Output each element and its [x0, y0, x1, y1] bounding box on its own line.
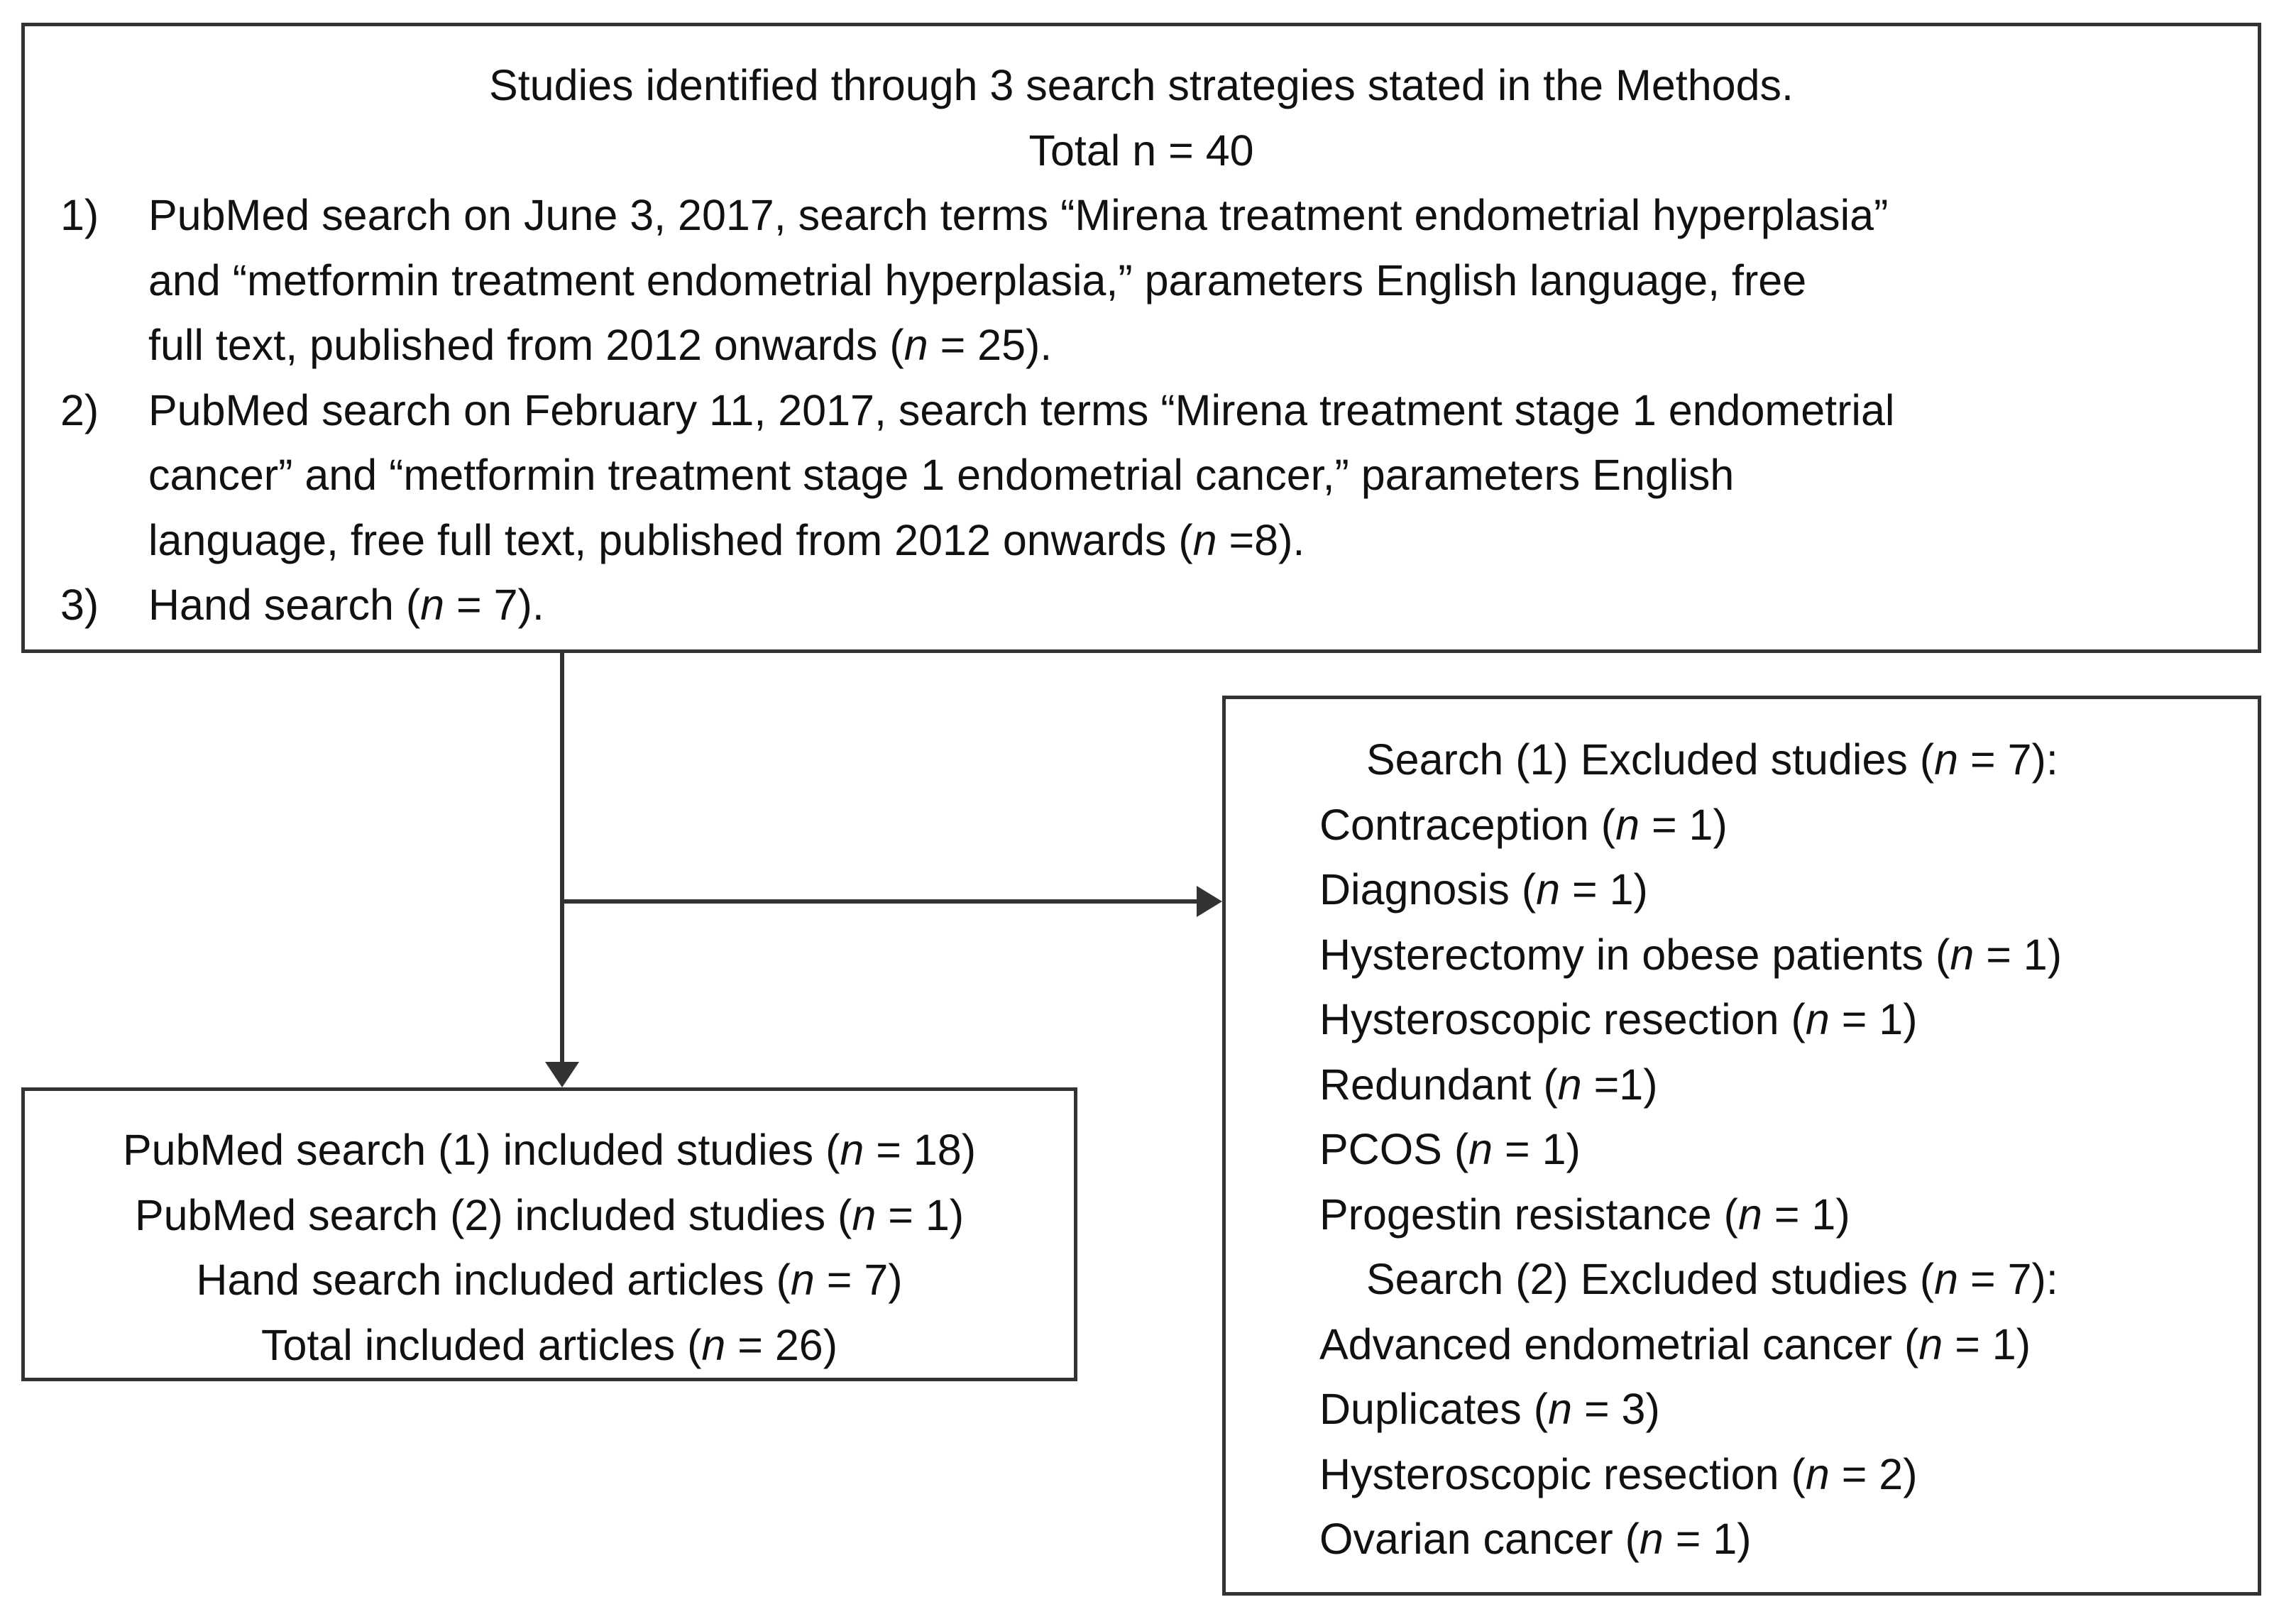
included-box: [21, 1087, 1077, 1381]
included-line: PubMed search (1) included studies (n = 18): [122, 1126, 977, 1174]
strategy-number: 1): [60, 191, 99, 239]
strategy-line: PubMed search on February 11, 2017, search terms “Mirena treatment stage 1 endometrial: [148, 385, 1895, 434]
identification-total: Total n = 40: [1028, 126, 1254, 175]
strategy-line: full text, published from 2012 onwards (n = 25).: [148, 321, 1053, 369]
search-strategy-1: [60, 183, 2222, 378]
search-strategy-2: [60, 378, 2222, 574]
excluded-item: Diagnosis (n = 1): [1319, 865, 1648, 914]
excluded-box: [1222, 696, 2261, 1596]
excluded-item: Ovarian cancer (n = 1): [1319, 1515, 1752, 1563]
excluded-item: Duplicates (n = 3): [1319, 1385, 1660, 1433]
strategy-line: Hand search (n = 7).: [148, 581, 544, 629]
excluded-item: Hysterectomy in obese patients (n = 1): [1319, 930, 2063, 979]
excluded-item: Contraception (n = 1): [1319, 800, 1728, 849]
included-line: PubMed search (2) included studies (n = 1): [134, 1190, 965, 1239]
strategy-line: cancer” and “metformin treatment stage 1 endometrial cancer,” parameters English: [148, 451, 1735, 499]
strategy-number: 2): [60, 385, 99, 434]
excluded-item: Redundant (n =1): [1319, 1060, 1658, 1109]
excluded-item: Progestin resistance (n = 1): [1319, 1190, 1850, 1239]
down-arrowhead: [545, 1062, 579, 1087]
included-total: Total included articles (n = 26): [260, 1320, 838, 1369]
excluded-item: Advanced endometrial cancer (n = 1): [1319, 1320, 2031, 1368]
strategy-number: 3): [60, 581, 99, 629]
identification-box: [21, 23, 2261, 653]
excluded-item: Hysteroscopic resection (n = 2): [1319, 1449, 1918, 1498]
search-strategy-3: [60, 573, 2222, 638]
included-line: Hand search included articles (n = 7): [196, 1256, 903, 1304]
identification-heading: Studies identified through 3 search strategies stated in the Methods.: [489, 61, 1794, 109]
strategy-line: PubMed search on June 3, 2017, search terms “Mirena treatment endometrial hyperplasia”: [148, 191, 1889, 239]
excluded-item: Hysteroscopic resection (n = 1): [1319, 995, 1918, 1043]
strategy-line: language, free full text, published from 2012 onwards (n =8).: [148, 515, 1305, 564]
right-arrowhead: [1197, 886, 1222, 917]
search2-excluded-heading: Search (2) Excluded studies (n = 7):: [1366, 1255, 2058, 1303]
search1-excluded-heading: Search (1) Excluded studies (n = 7):: [1366, 735, 2058, 784]
strategy-line: and “metformin treatment endometrial hyperplasia,” parameters English language, free: [148, 256, 1807, 304]
excluded-item: PCOS (n = 1): [1319, 1125, 1581, 1173]
